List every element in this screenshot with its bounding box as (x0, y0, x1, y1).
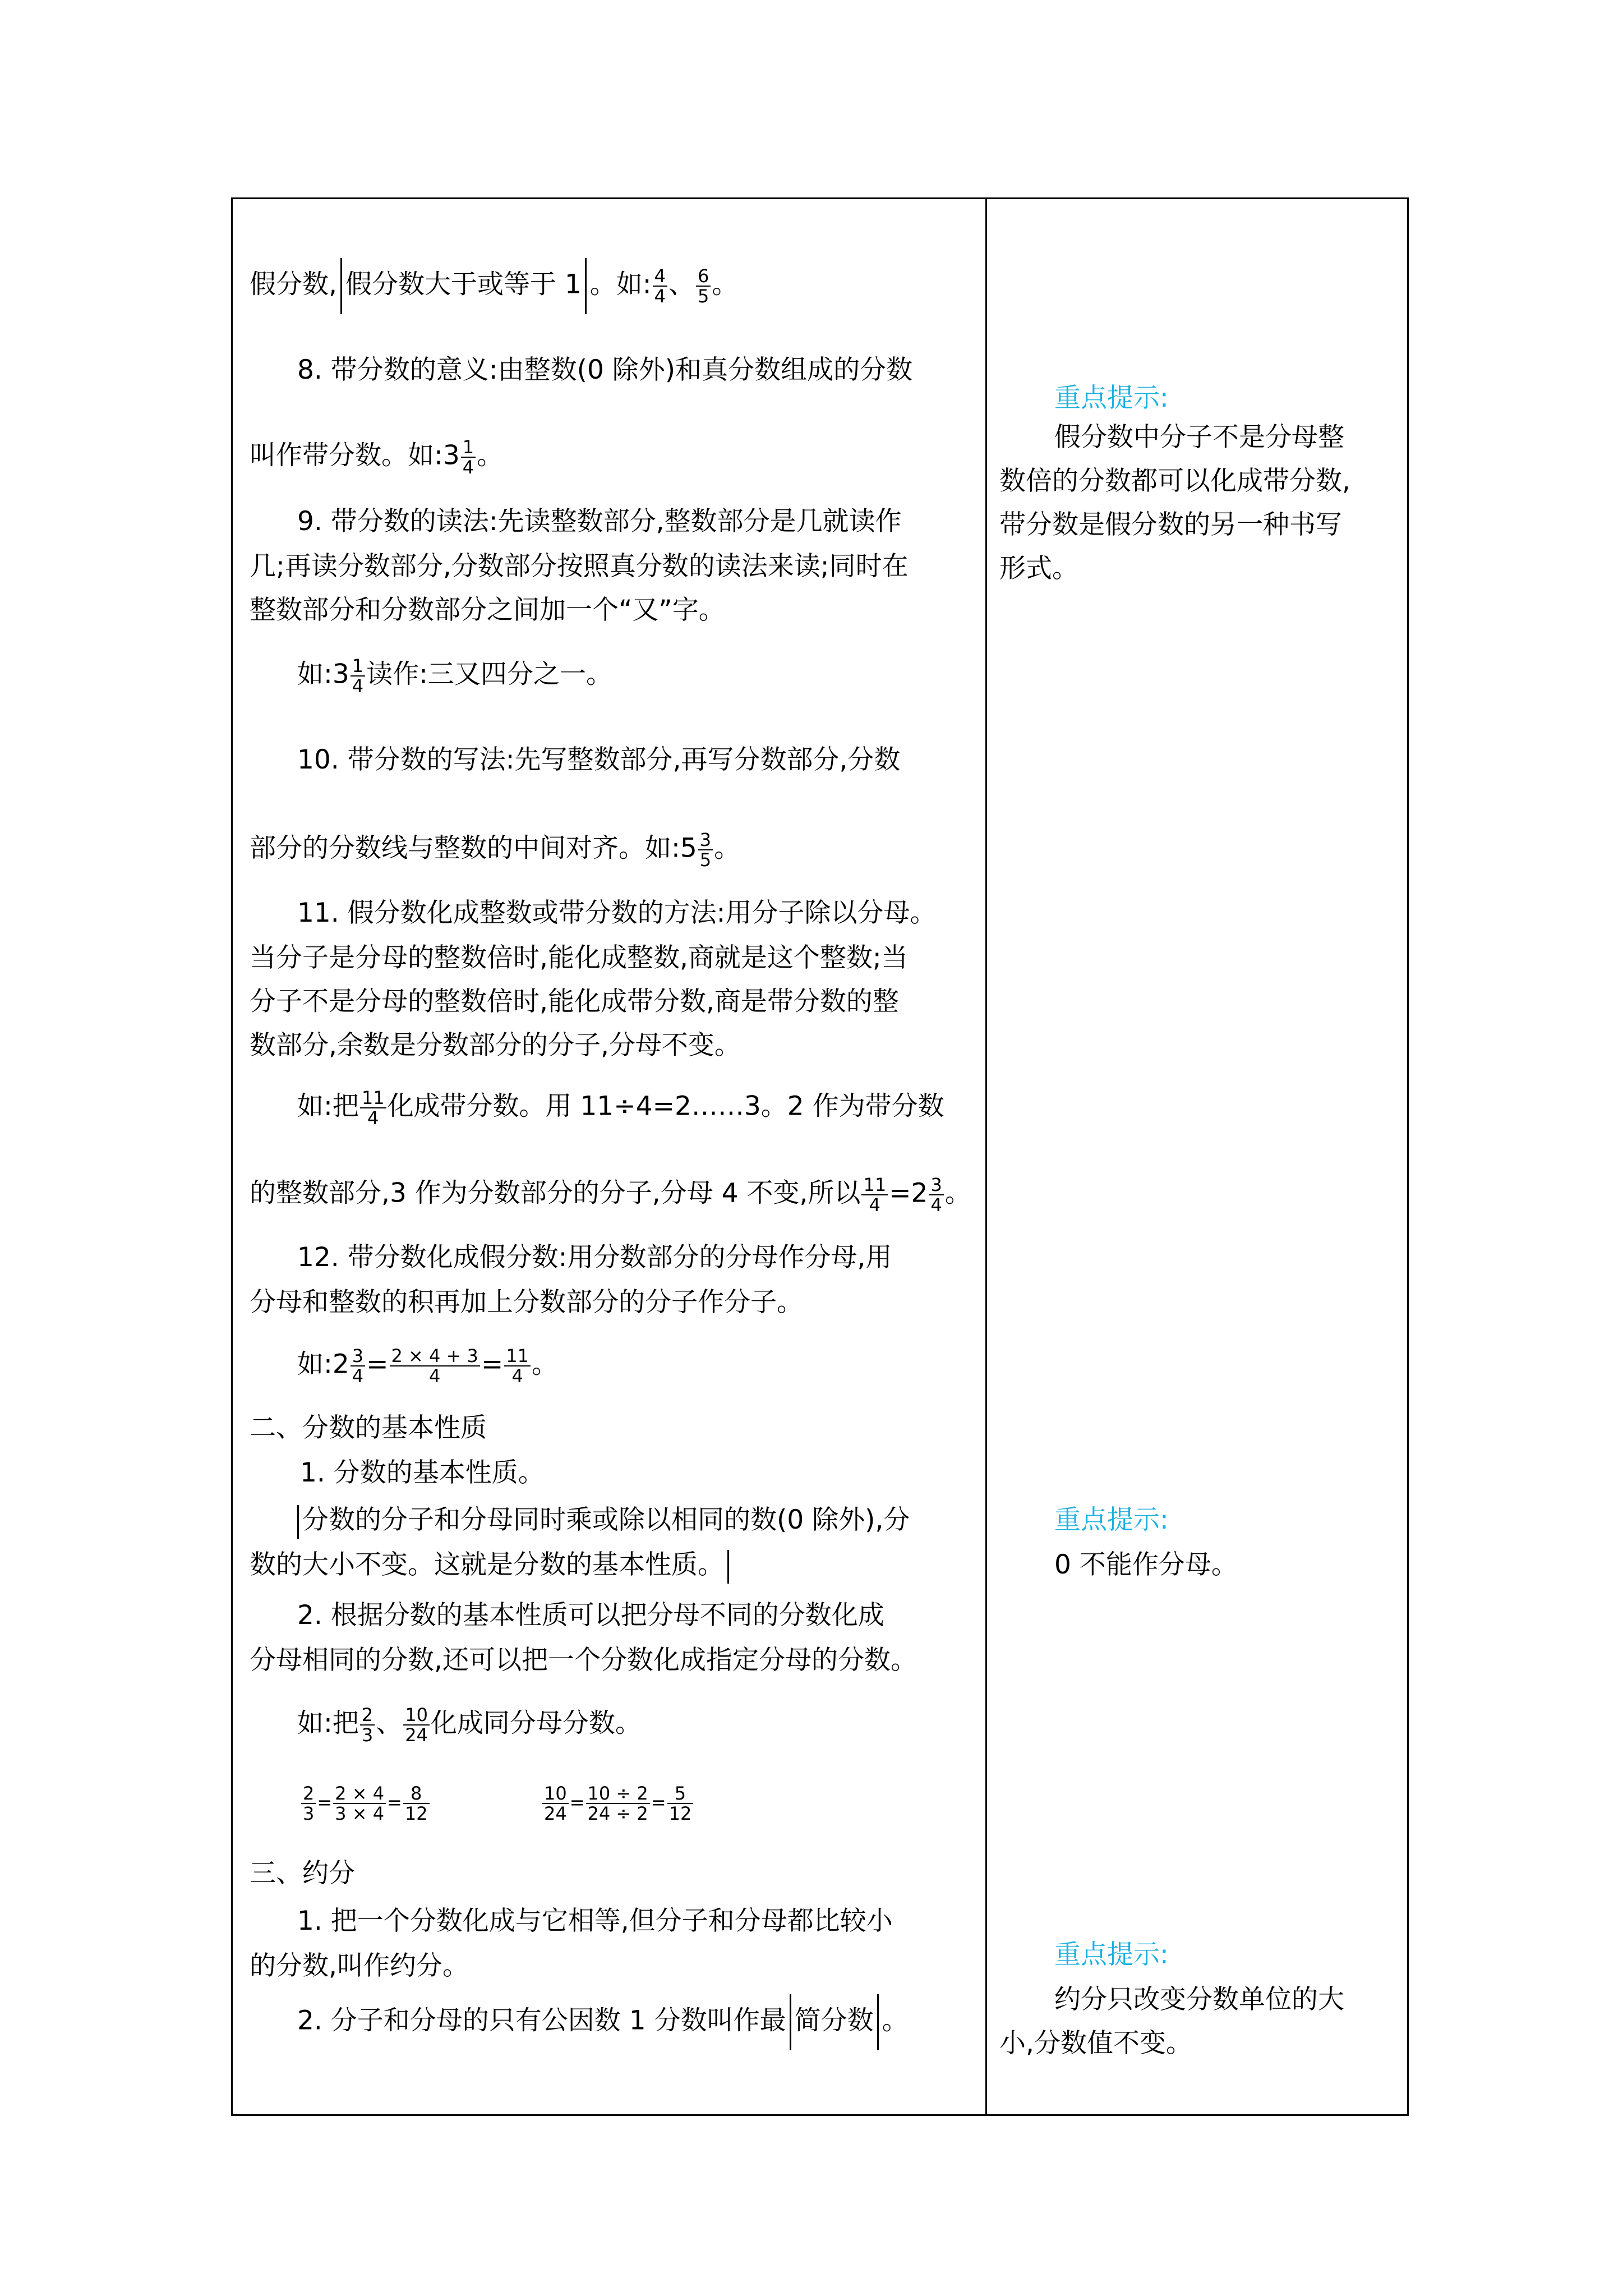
paragraph-line: 1. 把一个分数化成与它相等,但分子和分母都比较小 (297, 1906, 893, 1936)
hint-text: 形式。 (999, 553, 1078, 584)
paragraph-line: 分数的分子和分母同时乘或除以相同的数(0 除外),分 (250, 1503, 910, 1539)
paragraph-line: 的整数部分,3 作为分数部分的分子,分母 4 不变,所以 $\frac{11}{4}$ =2 $\frac{3}{4}$ 。 (250, 1174, 971, 1216)
hint-heading: 重点提示: (1054, 383, 1169, 413)
improper-fraction-line: 假分数, 假分数大于或等于 1 。如: $\frac{4}{4}$ 、 $\frac{6}{5}$ 。 (250, 258, 738, 314)
paragraph-line: 11. 假分数化成整数或带分数的方法:用分子除以分母。 (297, 898, 937, 928)
paragraph-line: 叫作带分数。如:3 $\frac{1}{4}$ 。 (250, 436, 504, 478)
equation: $\frac{2}{3}$ = $\frac{2 \times 4}{3 \times 4}$ = $\frac{8}{12}$ (300, 1784, 431, 1823)
paragraph-line: 12. 带分数化成假分数:用分数部分的分母作分母,用 (297, 1242, 892, 1273)
hint-heading: 重点提示: (1054, 1939, 1169, 1970)
paragraph-line: 1. 分数的基本性质。 (300, 1457, 545, 1488)
paragraph-line: 分母和整数的积再加上分数部分的分子作分子。 (250, 1287, 803, 1318)
paragraph-line: 10. 带分数的写法:先写整数部分,再写分数部分,分数 (297, 744, 901, 775)
hint-text: 带分数是假分数的另一种书写 (999, 509, 1342, 540)
paragraph-line: 数部分,余数是分数部分的分子,分母不变。 (250, 1030, 741, 1061)
hint-heading: 重点提示: (1054, 1504, 1169, 1535)
hint-text: 小,分数值不变。 (999, 2028, 1192, 2059)
paragraph-line: 分母相同的分数,还可以把一个分数化成指定分母的分数。 (250, 1645, 917, 1676)
paragraph-line: 2. 分子和分母的只有公因数 1 分数叫作最 简分数 。 (297, 1994, 909, 2050)
paragraph-line: 的分数,叫作约分。 (250, 1950, 469, 1981)
section-heading: 二、分数的基本性质 (250, 1412, 487, 1443)
paragraph-line: 如:3 $\frac{1}{4}$ 读作:三又四分之一。 (297, 655, 612, 697)
paragraph-line: 如:把 $\frac{2}{3}$ 、 $\frac{10}{24}$ 化成同分母分数。 (297, 1704, 642, 1746)
hint-text: 约分只改变分数单位的大 (1054, 1984, 1344, 2015)
equation: $\frac{10}{24}$ = $\frac{10 \div 2}{24 \div 2}$ = $\frac{5}{12}$ (541, 1784, 694, 1823)
paragraph-line: 数的大小不变。这就是分数的基本性质。 (250, 1548, 732, 1584)
fraction: $\frac{4}{4}$ (653, 266, 667, 306)
paragraph-line: 分子不是分母的整数倍时,能化成带分数,商是带分数的整 (250, 986, 899, 1017)
column-divider (985, 197, 987, 2116)
paragraph-line: 如:2 $\frac{3}{4}$ = $\frac{2 \times 4 + 3}{4}$ = $\frac{11}{4}$ 。 (297, 1345, 558, 1387)
section-heading: 三、约分 (250, 1858, 355, 1889)
hint-text: 数倍的分数都可以化成带分数, (999, 466, 1350, 496)
paragraph-line: 8. 带分数的意义:由整数(0 除外)和真分数组成的分数 (297, 355, 913, 385)
hint-text: 0 不能作分母。 (1054, 1549, 1238, 1580)
paragraph-line: 整数部分和分数部分之间加一个“又”字。 (250, 595, 725, 625)
fraction: $\frac{6}{5}$ (696, 266, 711, 306)
paragraph-line: 当分子是分母的整数倍时,能化成整数,商就是这个整数;当 (250, 942, 908, 973)
paragraph-line: 几;再读分数部分,分数部分按照真分数的读法来读;同时在 (250, 551, 909, 582)
paragraph-line: 如:把 $\frac{11}{4}$ 化成带分数。用 11÷4=2……3。2 作为带分数 (297, 1087, 944, 1129)
paragraph-line: 部分的分数线与整数的中间对齐。如:5 $\frac{3}{5}$ 。 (250, 829, 741, 871)
paragraph-line: 9. 带分数的读法:先读整数部分,整数部分是几就读作 (297, 506, 902, 537)
paragraph-line: 2. 根据分数的基本性质可以把分母不同的分数化成 (297, 1600, 884, 1631)
hint-text: 假分数中分子不是分母整 (1054, 422, 1344, 453)
